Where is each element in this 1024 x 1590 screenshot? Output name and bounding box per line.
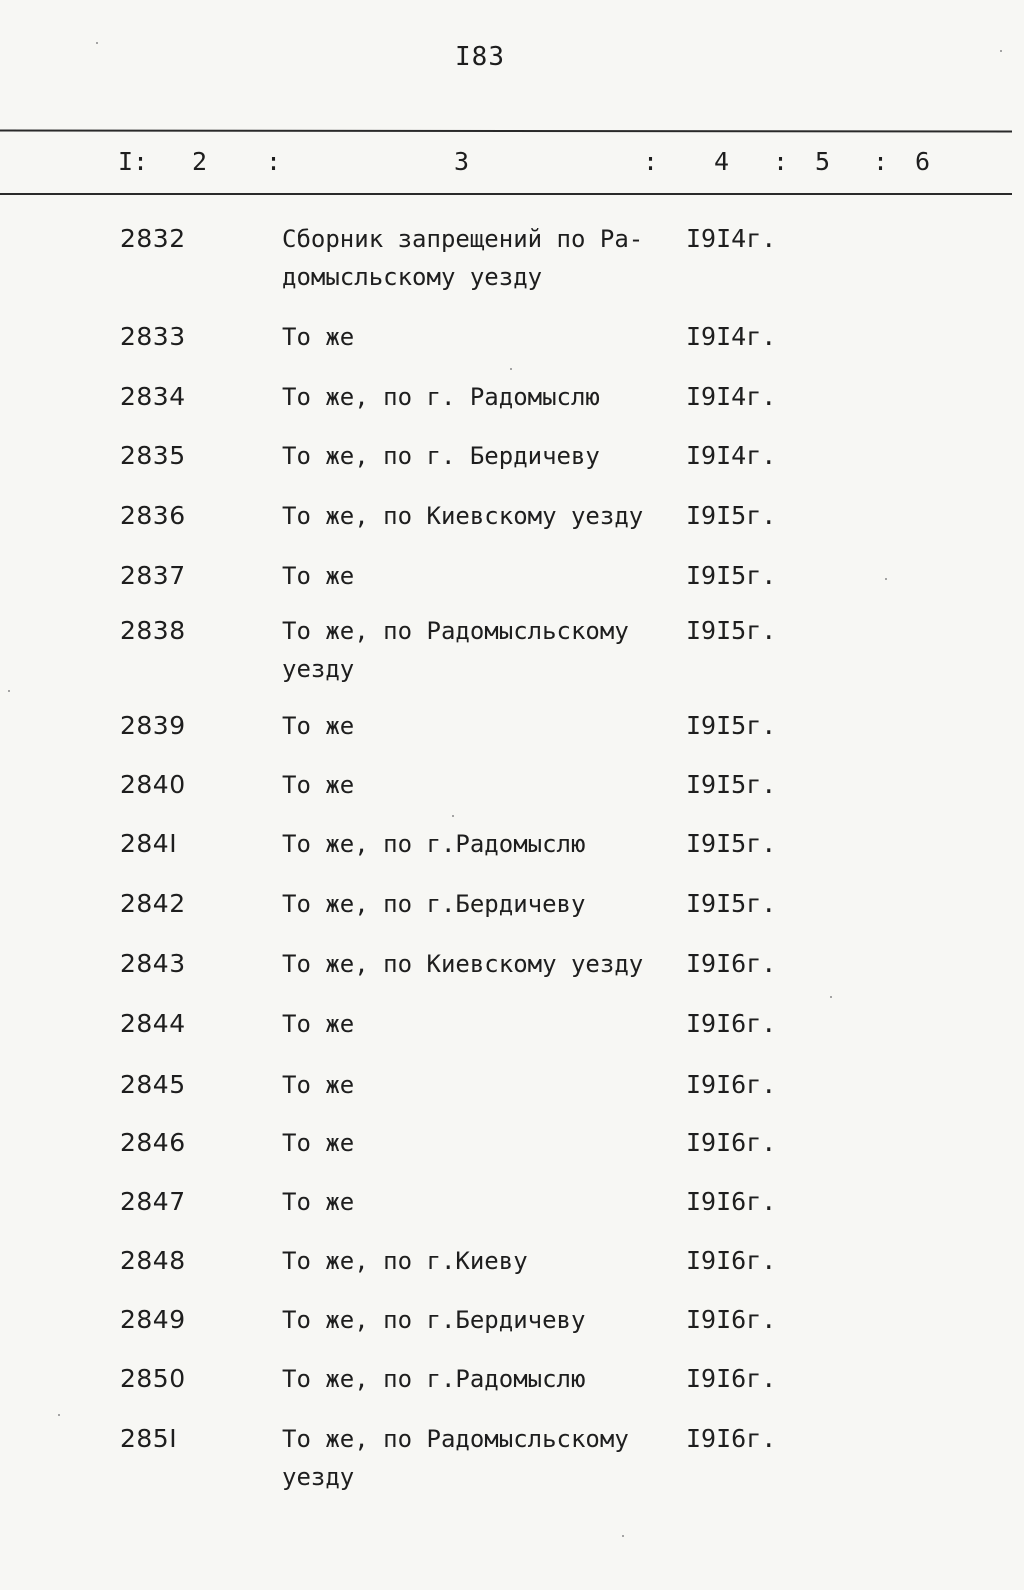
item-year: I9I6г.: [686, 1187, 777, 1216]
item-year: I9I4г.: [686, 322, 777, 351]
item-year: I9I5г.: [686, 889, 777, 918]
column-separator: :: [266, 147, 282, 176]
item-title: То же, по г.Радомыслю: [282, 1365, 586, 1393]
column-separator: :: [643, 147, 659, 176]
scan-speck: [1000, 50, 1002, 52]
column-header-5: 5: [815, 147, 831, 176]
column-header-1: I:: [118, 147, 149, 176]
column-header-row: [0, 0, 1024, 200]
item-title: То же, по г.Бердичеву: [282, 1306, 586, 1334]
column-header-2: 2: [192, 147, 208, 176]
item-number: 2844: [120, 1009, 186, 1038]
scan-speck: [96, 42, 98, 44]
item-title: Сборник запрещений по Ра- домысльскому уезду: [282, 225, 644, 291]
item-title: То же, по Киевскому уезду: [282, 950, 644, 978]
item-number: 2843: [120, 949, 186, 978]
scan-speck: [8, 690, 10, 692]
column-header-6: 6: [915, 147, 931, 176]
item-number: 284I: [120, 829, 178, 858]
scan-speck: [58, 1414, 60, 1416]
item-title: То же, по Радомысльскому уезду: [282, 1425, 629, 1491]
item-year: I9I4г.: [686, 382, 777, 411]
column-separator: :: [773, 147, 789, 176]
item-year: I9I6г.: [686, 1305, 777, 1334]
item-year: I9I5г.: [686, 616, 777, 645]
item-number: 2837: [120, 561, 186, 590]
item-year: I9I4г.: [686, 441, 777, 470]
item-number: 2832: [120, 224, 186, 253]
item-year: I9I5г.: [686, 561, 777, 590]
item-year: I9I5г.: [686, 501, 777, 530]
item-number: 2849: [120, 1305, 186, 1334]
item-number: 2835: [120, 441, 186, 470]
item-title: То же: [282, 562, 355, 590]
item-number: 2848: [120, 1246, 186, 1275]
item-year: I9I6г.: [686, 1070, 777, 1099]
item-year: I9I5г.: [686, 829, 777, 858]
scan-speck: [510, 368, 512, 370]
item-year: I9I6г.: [686, 1246, 777, 1275]
item-number: 2840: [120, 770, 186, 799]
item-year: I9I6г.: [686, 1424, 777, 1453]
item-number: 2847: [120, 1187, 186, 1216]
item-title: То же: [282, 1188, 355, 1216]
item-year: I9I5г.: [686, 711, 777, 740]
item-number: 2846: [120, 1128, 186, 1157]
item-title: То же: [282, 1010, 355, 1038]
item-year: I9I6г.: [686, 949, 777, 978]
item-number: 2839: [120, 711, 186, 740]
item-number: 2836: [120, 501, 186, 530]
item-year: I9I6г.: [686, 1009, 777, 1038]
item-title: То же: [282, 1129, 355, 1157]
item-number: 2833: [120, 322, 186, 351]
scan-speck: [452, 815, 454, 817]
item-title: То же: [282, 771, 355, 799]
item-title: То же, по г. Радомыслю: [282, 383, 600, 411]
item-title: То же: [282, 1071, 355, 1099]
item-number: 285I: [120, 1424, 178, 1453]
column-header-4: 4: [714, 147, 730, 176]
column-separator: :: [873, 147, 889, 176]
column-header-3: 3: [454, 147, 470, 176]
item-year: I9I6г.: [686, 1364, 777, 1393]
item-title: То же, по Радомысльскому уезду: [282, 617, 629, 683]
item-number: 2834: [120, 382, 186, 411]
item-number: 2845: [120, 1070, 186, 1099]
scan-speck: [830, 996, 832, 998]
item-year: I9I4г.: [686, 224, 777, 253]
scan-speck: [885, 578, 887, 580]
page-number: I83: [455, 42, 505, 72]
item-title: То же, по г.Бердичеву: [282, 890, 586, 918]
item-title: То же, по г. Бердичеву: [282, 442, 600, 470]
item-title: То же: [282, 712, 355, 740]
item-title: То же, по г.Киеву: [282, 1247, 528, 1275]
item-year: I9I5г.: [686, 770, 777, 799]
item-year: I9I6г.: [686, 1128, 777, 1157]
item-title: То же, по г.Радомыслю: [282, 830, 586, 858]
table-header-rule: [0, 193, 1012, 195]
item-title: То же, по Киевскому уезду: [282, 502, 644, 530]
item-title: То же: [282, 323, 355, 351]
item-number: 2838: [120, 616, 186, 645]
item-number: 2842: [120, 889, 186, 918]
item-number: 2850: [120, 1364, 186, 1393]
scan-speck: [622, 1535, 624, 1537]
